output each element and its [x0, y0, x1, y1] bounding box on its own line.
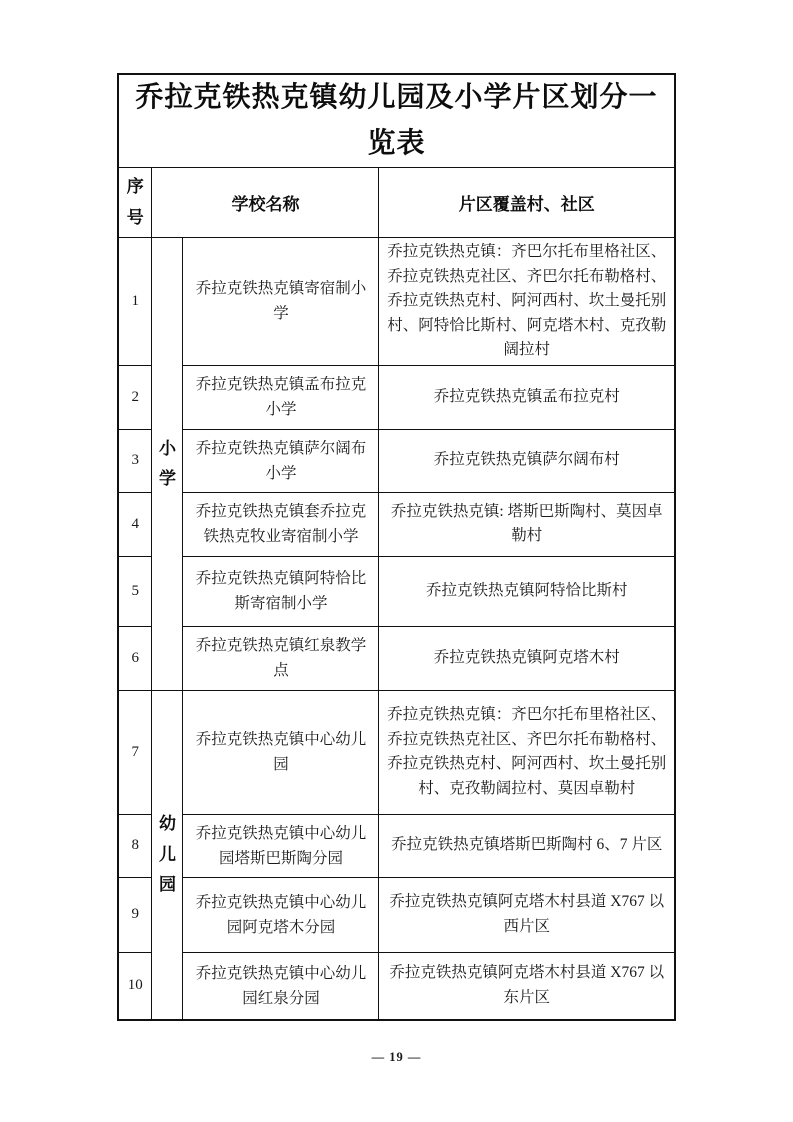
- row-number: 2: [118, 365, 152, 429]
- table-title: 乔拉克铁热克镇幼儿园及小学片区划分一览表: [118, 74, 675, 168]
- group-label-primary-school: 小学: [158, 438, 176, 488]
- table-row: [118, 952, 675, 1020]
- page-number: — 19 —: [371, 1050, 422, 1064]
- group-cell-kindergarten: [152, 690, 183, 1020]
- row-number: 8: [118, 814, 152, 877]
- school-name: 乔拉克铁热克镇萨尔阔布小学: [183, 429, 379, 492]
- school-name: 乔拉克铁热克镇孟布拉克小学: [183, 365, 379, 429]
- title-row: [118, 74, 675, 168]
- row-number: 1: [118, 238, 152, 366]
- header-school-name: 学校名称: [152, 168, 379, 238]
- coverage: 乔拉克铁热克镇塔斯巴斯陶村 6、7 片区: [379, 814, 675, 877]
- header-row: [118, 168, 675, 238]
- school-name: 乔拉克铁热克镇中心幼儿园红泉分园: [183, 952, 379, 1020]
- coverage: 乔拉克铁热克镇阿克塔木村县道 X767 以西片区: [379, 877, 675, 952]
- table-row: [118, 626, 675, 690]
- row-number: 5: [118, 556, 152, 626]
- coverage: 乔拉克铁热克镇：齐巴尔托布里格社区、乔拉克铁热克社区、齐巴尔托布勒格村、乔拉克铁热克村、阿河西村、坎土曼托别村、阿特恰比斯村、阿克塔木村、克孜勒阔拉村: [379, 238, 675, 366]
- school-name: 乔拉克铁热克镇阿特恰比斯寄宿制小学: [183, 556, 379, 626]
- header-serial-number: [118, 168, 152, 238]
- school-district-table: [117, 73, 676, 1021]
- coverage: 乔拉克铁热克镇萨尔阔布村: [379, 429, 675, 492]
- header-serial-number-label: 序号: [126, 177, 144, 227]
- coverage: 乔拉克铁热克镇: 塔斯巴斯陶村、莫因卓勒村: [379, 492, 675, 556]
- school-name: 乔拉克铁热克镇中心幼儿园阿克塔木分园: [183, 877, 379, 952]
- row-number: 3: [118, 429, 152, 492]
- row-number: 4: [118, 492, 152, 556]
- table-row: [118, 814, 675, 877]
- coverage: 乔拉克铁热克镇阿特恰比斯村: [379, 556, 675, 626]
- table-row: [118, 556, 675, 626]
- table-row: [118, 492, 675, 556]
- group-cell-primary-school: [152, 238, 183, 691]
- school-name: 乔拉克铁热克镇寄宿制小学: [183, 238, 379, 366]
- table-row: [118, 238, 675, 366]
- coverage: 乔拉克铁热克镇阿克塔木村县道 X767 以东片区: [379, 952, 675, 1020]
- row-number: 10: [118, 952, 152, 1020]
- school-name: 乔拉克铁热克镇中心幼儿园塔斯巴斯陶分园: [183, 814, 379, 877]
- table-row: [118, 429, 675, 492]
- row-number: 7: [118, 690, 152, 814]
- header-coverage: 片区覆盖村、社区: [379, 168, 675, 238]
- table-row: [118, 877, 675, 952]
- group-label-kindergarten: 幼儿园: [158, 814, 176, 894]
- coverage: 乔拉克铁热克镇阿克塔木村: [379, 626, 675, 690]
- row-number: 6: [118, 626, 152, 690]
- table-row: [118, 690, 675, 814]
- school-name: 乔拉克铁热克镇中心幼儿园: [183, 690, 379, 814]
- coverage: 乔拉克铁热克镇孟布拉克村: [379, 365, 675, 429]
- school-name: 乔拉克铁热克镇套乔拉克铁热克牧业寄宿制小学: [183, 492, 379, 556]
- school-name: 乔拉克铁热克镇红泉教学点: [183, 626, 379, 690]
- coverage: 乔拉克铁热克镇：齐巴尔托布里格社区、乔拉克铁热克社区、齐巴尔托布勒格村、乔拉克铁热克村、阿河西村、坎土曼托别村、克孜勒阔拉村、莫因卓勒村: [379, 690, 675, 814]
- table-row: [118, 365, 675, 429]
- row-number: 9: [118, 877, 152, 952]
